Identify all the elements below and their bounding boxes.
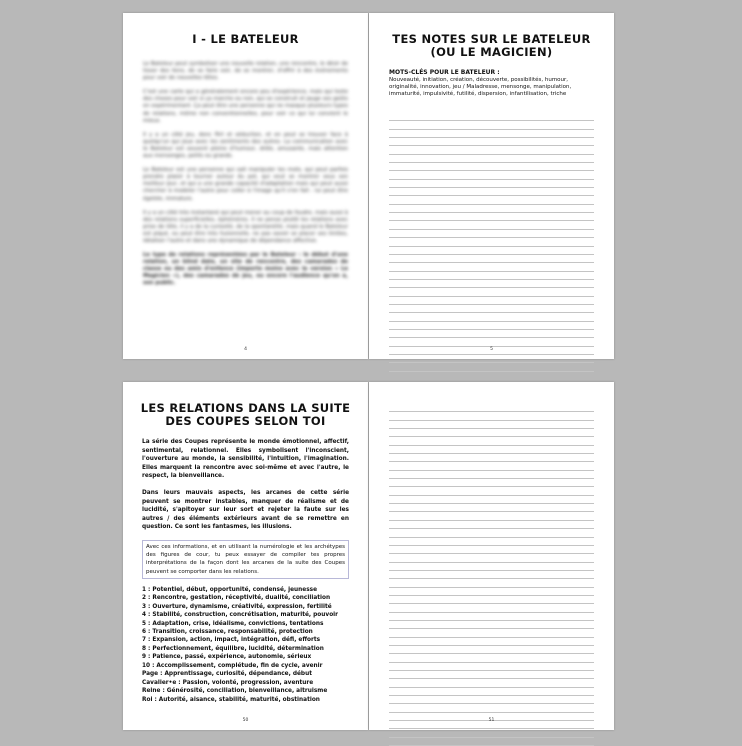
page-title-line-1: LES RELATIONS DANS LA SUITE	[140, 401, 351, 415]
writing-line	[389, 421, 594, 429]
writing-line	[389, 221, 594, 229]
page-50	[123, 382, 368, 730]
writing-line	[389, 355, 594, 363]
writing-line	[389, 330, 594, 338]
blurred-text-block	[143, 61, 348, 295]
writing-line	[389, 504, 594, 512]
writing-line	[389, 454, 594, 462]
list-item: 7 : Expansion, action, impact, intégration, défi, efforts	[142, 637, 321, 644]
writing-line	[389, 113, 594, 121]
writing-line	[389, 571, 594, 579]
bold-paragraph: Le type de relations représentées par le Bateleur : le début d'une relation, un blind date, un site de rencontre, des camarades de classe ou des amis d'enfance (importe moins avec la version « Le Magicien »), des camarades de jeu, ou encore l'audience qu'on a, son public.	[143, 252, 348, 287]
writing-line	[389, 429, 594, 437]
list-item: Roi : Autorité, aisance, stabilité, maturité, obstination	[142, 696, 320, 703]
page-5	[369, 13, 614, 359]
writing-line	[389, 313, 594, 321]
writing-line	[389, 538, 594, 546]
writing-line	[389, 646, 594, 654]
list-item: 8 : Perfectionnement, équilibre, lucidité, détermination	[142, 645, 324, 652]
writing-line	[389, 205, 594, 213]
writing-line	[389, 471, 594, 479]
list-item: Reine : Générosité, conciliation, bienveillance, altruisme	[142, 688, 328, 695]
page-title-line-2: DES COUPES SELON TOI	[165, 414, 326, 428]
writing-line	[389, 688, 594, 696]
writing-line	[389, 596, 594, 604]
writing-line	[389, 196, 594, 204]
list-item: 10 : Accomplissement, complétude, fin de cycle, avenir	[142, 662, 323, 669]
list-item: 9 : Patience, passé, expérience, autonomie, sérieux	[142, 654, 312, 661]
writing-line	[389, 462, 594, 470]
writing-line	[389, 263, 594, 271]
list-item: 5 : Adaptation, crise, idéalisme, convictions, tentations	[142, 620, 324, 627]
writing-line	[389, 671, 594, 679]
writing-line	[389, 288, 594, 296]
writing-line	[389, 338, 594, 346]
writing-line	[389, 155, 594, 163]
writing-line	[389, 121, 594, 129]
page-51	[369, 382, 614, 730]
intro-paragraph: La série des Coupes représente le monde émotionnel, affectif, sentimental, relationnel. Elles symbolisent l'inconscient, l'ouverture au monde, la sensibilité, l'intuition, l'imagination. Elles marquent la rencontre avec soi-même et avec l'autre, le respect, la bienveillance.	[142, 439, 349, 480]
page-title-line-2: (OU LE MAGICIEN)	[430, 45, 553, 59]
paragraph: Il y a un côté très instantané qui peut mener au coup de foudre, mais aussi à des relations superficielles, éphémères. Il ne pense plutôt les relations avec prise de tête, il y a de la curiosité, de la spontanéité, mais quand le Bateleur est piqué, ou peut être très fusionnelle, ne pas savoir se placer ses limites, idéaliser l'autre et dans une dynamique de dépendance affective.	[143, 209, 348, 244]
writing-line	[389, 729, 594, 737]
page-number: 5	[490, 347, 493, 352]
writing-line	[389, 621, 594, 629]
writing-line	[389, 529, 594, 537]
paragraph: C'est une carte qui a généralement encore peu d'expérience, mais qui teste des choses pour voir si ça marche ou non, qui se construit et jauge ses goûts en expérimentant. Ça peut être une personne qui ne masque plusieurs types de relations, même non conventionnelles, pour voir ce qui lui convient le mieux.	[143, 89, 348, 124]
writing-line	[389, 130, 594, 138]
writing-line	[389, 280, 594, 288]
writing-line	[389, 180, 594, 188]
writing-line	[389, 679, 594, 687]
writing-line	[389, 638, 594, 646]
writing-line	[389, 496, 594, 504]
page-number: 50	[242, 718, 249, 723]
writing-line	[389, 654, 594, 662]
writing-line	[389, 704, 594, 712]
writing-line	[389, 272, 594, 280]
writing-line	[389, 322, 594, 330]
writing-line	[389, 171, 594, 179]
writing-line	[389, 554, 594, 562]
writing-line	[389, 230, 594, 238]
writing-line	[389, 213, 594, 221]
writing-line	[389, 305, 594, 313]
writing-line	[389, 563, 594, 571]
writing-line	[389, 629, 594, 637]
number-keyword-list	[142, 586, 349, 704]
writing-line	[389, 404, 594, 412]
writing-line	[389, 297, 594, 305]
writing-line	[389, 512, 594, 520]
writing-line	[389, 437, 594, 445]
writing-line	[389, 146, 594, 154]
writing-line	[389, 738, 594, 746]
shadow-aspects-paragraph: Dans leurs mauvais aspects, les arcanes de cette série peuvent se montrer instables, manquer de réalisme et de lucidité, s'apitoyer sur leur sort et rejeter la faute sur les autres / des éléments extérieurs avant de se remettre en question. Ce sont les fantasmes, les illusions.	[142, 489, 349, 531]
page-4	[123, 13, 368, 359]
writing-line	[389, 446, 594, 454]
framed-instructions: Avec ces informations, et en utilisant la numérologie et les archétypes des figures de cour, tu peux essayer de compiler tes propres interprétations de la façon dont les arcanes de la suite des Coupes peuvent se comporter dans les relations.	[142, 540, 349, 579]
writing-line	[389, 521, 594, 529]
list-item: 3 : Ouverture, dynamisme, créativité, expression, fertilité	[142, 603, 332, 610]
writing-line	[389, 663, 594, 671]
writing-line	[389, 487, 594, 495]
writing-line	[389, 163, 594, 171]
page-title-line-1: TES NOTES SUR LE BATELEUR	[392, 32, 591, 46]
writing-line	[389, 247, 594, 255]
writing-lines	[389, 113, 594, 372]
writing-line	[389, 138, 594, 146]
list-item: Cavalier•e : Passion, volonté, progression, aventure	[142, 679, 314, 686]
list-item: 6 : Transition, croissance, responsabilité, protection	[142, 629, 313, 636]
paragraph: Le Bateleur est une personne qui sait manipuler les mots, qui peut parfois prendre plaisir à tourner autour du pot, qui veut se montrer sous son meilleur jour, et qui a une grande capacité d'adaptation mais qui peut aussi chercher à modeler l'autre pour coller à l'image qu'il s'en fait : lui peut être égoïste, immature.	[143, 167, 348, 202]
list-item: 1 : Potentiel, début, opportunité, condensé, jeunesse	[142, 586, 318, 593]
list-item: Page : Apprentissage, curiosité, dépendance, début	[142, 671, 312, 678]
page-number: 51	[488, 718, 495, 723]
writing-line	[389, 604, 594, 612]
paragraph: Il y a un côté jeu, donc flirt et séduction, et on peut se trouver face à quelqu'un qui joue avec les sentiments des autres. La communication avec le Bateleur est souvent pleine d'humour, drôle, amusante, mais attention aux mensonges, petits ou grands.	[143, 131, 348, 160]
keywords-heading: MOTS-CLÉS POUR LE BATELEUR :	[389, 69, 500, 76]
writing-line	[389, 579, 594, 587]
page-body	[142, 438, 349, 704]
list-item: 2 : Rencontre, gestation, réceptivité, dualité, conciliation	[142, 595, 331, 602]
writing-line	[389, 696, 594, 704]
writing-line	[389, 412, 594, 420]
writing-line	[389, 588, 594, 596]
writing-line	[389, 238, 594, 246]
page-number: 4	[244, 347, 247, 352]
writing-line	[389, 479, 594, 487]
writing-line	[389, 613, 594, 621]
keywords-text: Nouveauté, initiation, création, découverte, possibilités, humour, originalité, innovation, jeu / Maladresse, mensonge, manipulation, immaturité, impulsivité, futilité, dispersion, infantilisation, triche	[389, 77, 572, 98]
writing-line	[389, 363, 594, 371]
paragraph: Le Bateleur peut symboliser une nouvelle relation, une rencontre, le désir de tisser des liens, de se faire voir, de se montrer, d'offrir à des événements pour voir de nouvelles têtes.	[143, 61, 348, 82]
writing-lines	[389, 404, 594, 746]
writing-line	[389, 188, 594, 196]
list-item: 4 : Stabilité, construction, concrétisation, maturité, pouvoir	[142, 612, 339, 619]
writing-line	[389, 546, 594, 554]
writing-line	[389, 255, 594, 263]
page-title: I - LE BATELEUR	[192, 32, 299, 46]
